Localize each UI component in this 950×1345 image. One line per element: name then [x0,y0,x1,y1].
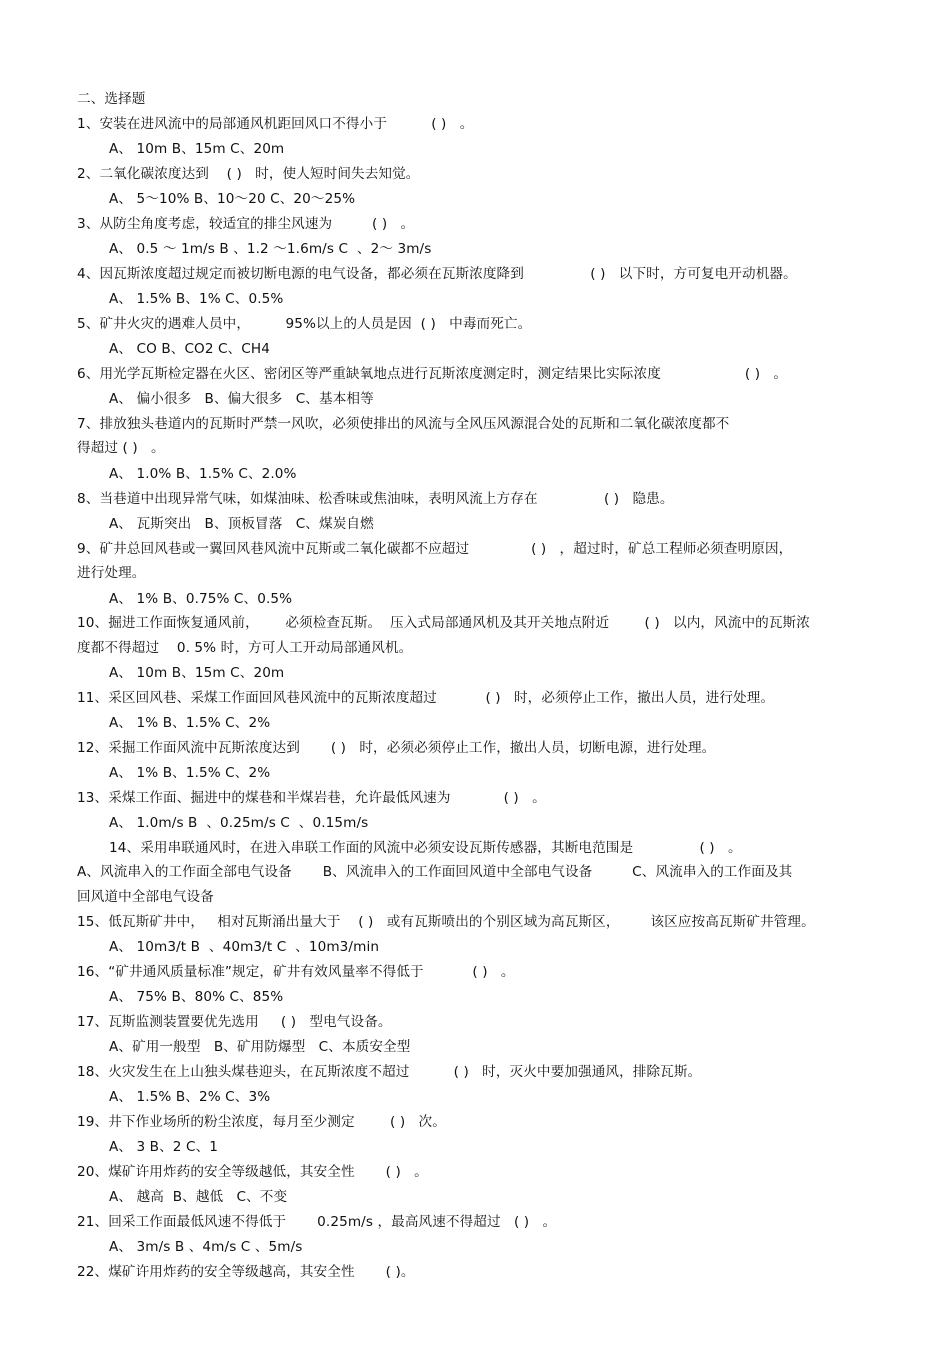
question-line: 12、采掘工作面风流中瓦斯浓度达到 ( ) 时，必须必须停止工作，撤出人员，切断电源，进行处理。 [77,740,716,756]
option-line: A、 75% B、80% C、85% [109,989,284,1005]
question-line: 17、瓦斯监测装置要优先选用 ( ) 型电气设备。 [77,1014,392,1030]
option-line: A、 1% B、1.5% C、2% [109,715,271,731]
question-line: 18、火灾发生在上山独头煤巷迎头，在瓦斯浓度不超过 ( ) 时，灭火中要加强通风，排除瓦斯。 [77,1064,702,1080]
option-line: A、 10m B、15m C、20m [109,665,285,681]
question-line: 3、从防尘角度考虑，较适宜的排尘风速为 ( ) 。 [77,216,415,232]
option-line: A、 瓦斯突出 B、顶板冒落 C、煤炭自燃 [109,516,374,532]
option-line: A、 1.0% B、1.5% C、2.0% [109,466,297,482]
option-line: A、 1.0m/s B 、0.25m/s C 、0.15m/s [109,815,369,831]
option-line: A、风流串入的工作面全部电气设备 B、风流串入的工作面回风道中全部电气设备 C、风流串入的工作面及其 [77,864,793,880]
question-line: 5、矿井火灾的遇难人员中， 95%以上的人员是因 ( ) 中毒而死亡。 [77,316,532,332]
option-line: A、 1.5% B、2% C、3% [109,1089,271,1105]
option-line: A、 0.5 ～ 1m/s B 、1.2 ～1.6m/s C 、2～ 3m/s [109,241,432,257]
question-line: 15、低瓦斯矿井中， 相对瓦斯涌出量大于 ( ) 或有瓦斯喷出的个别区域为高瓦斯区， 该区应按高瓦斯矿井管理。 [77,914,815,930]
question-line: 2、二氧化碳浓度达到 ( ) 时，使人短时间失去知觉。 [77,166,420,182]
option-line: A、 1% B、1.5% C、2% [109,765,271,781]
question-line: 19、井下作业场所的粉尘浓度，每月至少测定 ( ) 次。 [77,1114,446,1130]
question-line: 21、回采工作面最低风速不得低于 0.25m/s ，最高风速不得超过 ( ) 。 [77,1214,557,1230]
question-line: 6、用光学瓦斯检定器在火区、密闭区等严重缺氧地点进行瓦斯浓度测定时，测定结果比实际浓度 ( ) 。 [77,366,788,382]
option-line: A、 偏小很多 B、偏大很多 C、基本相等 [109,391,374,407]
option-line: A、 5～10% B、10～20 C、20～25% [109,191,356,207]
question-line: 22、煤矿许用炸药的安全等级越高，其安全性 ( )。 [77,1264,415,1280]
question-line: 14、采用串联通风时，在进入串联工作面的风流中必须安设瓦斯传感器，其断电范围是 ( ) 。 [109,840,742,856]
question-line: 7、排放独头巷道内的瓦斯时严禁一风吹，必须使排出的风流与全风压风源混合处的瓦斯和二氧化碳浓度都不 [77,416,730,432]
option-line: A、 1.5% B、1% C、0.5% [109,291,284,307]
option-line: A、 1% B、0.75% C、0.5% [109,591,293,607]
question-line: 9、矿井总回风巷或一翼回风巷风流中瓦斯或二氧化碳都不应超过 ( ) ，超过时，矿总工程师必须查明原因， [77,541,793,557]
question-line: 4、因瓦斯浓度超过规定而被切断电源的电气设备，都必须在瓦斯浓度降到 ( ) 以下时，方可复电开动机器。 [77,266,797,282]
option-line: A、矿用一般型 B、矿用防爆型 C、本质安全型 [109,1039,411,1055]
question-line: 10、掘进工作面恢复通风前， 必须检查瓦斯。 压入式局部通风机及其开关地点附近 ( ) 以内，风流中的瓦斯浓 [77,615,810,631]
question-line: 8、当巷道中出现异常气味，如煤油味、松香味或焦油味，表明风流上方存在 ( ) 隐患。 [77,491,674,507]
option-line: A、 越高 B、越低 C、不变 [109,1189,288,1205]
question-line: 20、煤矿许用炸药的安全等级越低，其安全性 ( ) 。 [77,1164,428,1180]
question-line: 1、安装在进风流中的局部通风机距回风口不得小于 ( ) 。 [77,116,474,132]
option-line: A、 CO B、CO2 C、CH4 [109,341,270,357]
question-line: 13、采煤工作面、掘进中的煤巷和半煤岩巷，允许最低风速为 ( ) 。 [77,790,546,806]
section-title: 二、选择题 [77,91,146,107]
option-line: A、 10m B、15m C、20m [109,141,285,157]
question-line: 度都不得超过 0. 5% 时，方可人工开动局部通风机。 [77,640,413,656]
question-line: 得超过 ( ) 。 [77,440,165,456]
option-line: A、 10m3/t B 、40m3/t C 、10m3/min [109,939,380,955]
option-line: A、 3 B、2 C、1 [109,1139,219,1155]
option-line: 回风道中全部电气设备 [77,889,214,905]
question-line: 进行处理。 [77,565,146,581]
option-line: A、 3m/s B 、4m/s C 、5m/s [109,1239,303,1255]
question-line: 16、“矿井通风质量标准”规定，矿井有效风量率不得低于 ( ) 。 [77,964,515,980]
question-line: 11、采区回风巷、采煤工作面回风巷风流中的瓦斯浓度超过 ( ) 时，必须停止工作，撤出人员，进行处理。 [77,690,775,706]
